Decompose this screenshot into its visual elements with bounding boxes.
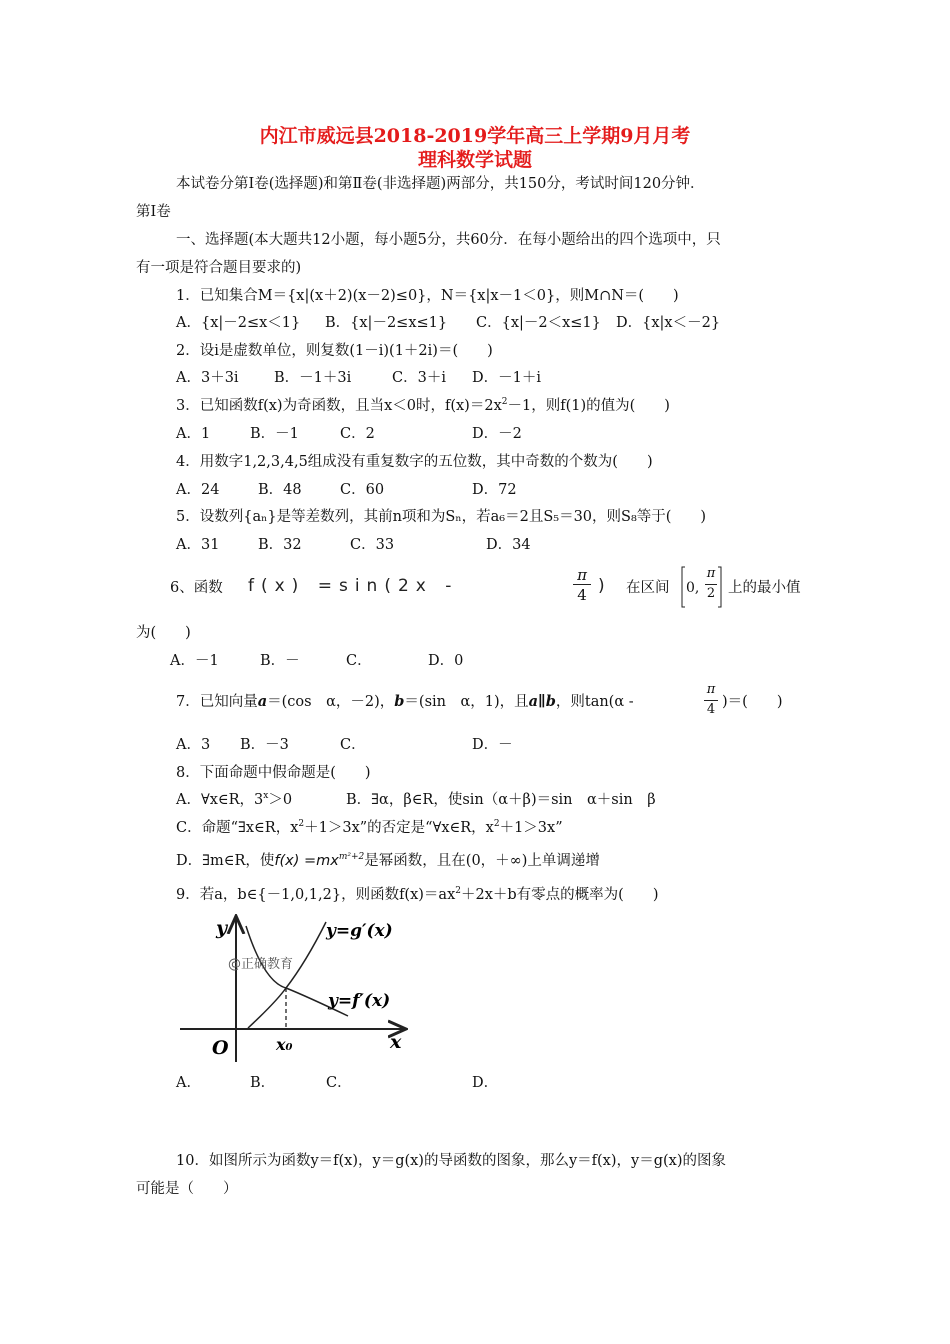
q8-c-post: ＋1＞3x” [499,820,563,836]
q9-stem-pre: 9．若a，b∈{－1,0,1,2}，则函数f(x)＝ax [176,887,456,903]
q8-d-post: 是幂函数，且在(0，＋∞)上单调递增 [364,853,600,869]
q7-mid2: ＝(sin α，1)，且 [404,694,529,710]
q6-pi: π [577,566,587,584]
q6-function: f(x) =sin(2x - [248,576,459,596]
section-heading-line1: 一、选择题(本大题共12小题，每小题5分，共60分．在每小题给出的四个选项中，只 [176,232,721,248]
origin-label: O [212,1037,229,1059]
y-axis-label: y [216,917,228,939]
q7-stem-pre: 7．已知向量 [176,694,258,710]
question-1-stem: 1．已知集合M＝{x|(x＋2)(x－2)≤0}，N＝{x|x－1＜0}，则M∩N＝( ) [176,288,679,304]
q5-option-a: A．31 [176,537,220,553]
q8-c-mid: ＋1＞3x”的否定是“∀x∈R，x [304,820,494,836]
q4-option-a: A．24 [176,482,220,498]
section-heading-line2: 有一项是符合题目要求的) [136,260,302,276]
q7-end: )＝( ) [722,694,783,710]
derivative-graph-figure [176,910,416,1066]
q7-option-c: C． [340,737,366,753]
question-8-stem: 8．下面命题中假命题是( ) [176,765,371,781]
question-2-stem: 2．设i是虚数单位，则复数(1－i)(1＋2i)＝( ) [176,343,493,359]
q7-mid1: ＝(cos α，－2)， [267,694,395,710]
q3-option-c: C．2 [340,426,375,442]
document-title: 内江市威远县2018-2019学年高三上学期9月月考 [259,125,691,147]
q7-pi: π [706,682,716,697]
q7-vector-b: b [394,693,405,710]
q1-option-d: D．{x|x＜－2} [616,315,721,331]
q7-parallel: a∥b [528,693,556,710]
q6-close-paren: ) [598,576,612,596]
question-10-stem-line2: 可能是（ ） [136,1181,238,1197]
q2-option-b: B．－1＋3i [274,370,352,386]
q8-a-pre: A．∀x∈R，3 [176,792,264,808]
q9-stem-post: ＋2x＋b有零点的概率为( ) [460,887,659,903]
q8-a-exponent: x [263,791,269,802]
watermark: @正确教育 [228,957,294,972]
q8-option-b: B．∃α，β∈R，使sin（α＋β)＝sin α＋sin β [346,792,656,808]
q8-d-func: f(x) =mx [274,853,339,869]
q7-vector-a: a [257,693,268,710]
q5-option-c: C．33 [350,537,395,553]
q8-option-c [176,818,563,838]
q2-option-d: D．－1＋i [472,370,541,386]
q8-c-pre: C．命题“∃x∈R，x [176,820,299,836]
q7-fraction-bar [704,700,718,701]
q7-option-b: B．－3 [240,737,289,753]
q9-option-b: B． [250,1075,276,1091]
q3-stem-pre: 3．已知函数f(x)为奇函数，且当x＜0时，f(x)＝2x [176,398,502,414]
q4-option-c: C．60 [340,482,385,498]
q6-interval-text: 在区间 [626,580,670,596]
q8-d-pre: D．∃m∈R，使 [176,853,275,869]
q4-option-b: B．48 [258,482,302,498]
q9-exponent: 2 [455,886,461,897]
q9-option-c: C． [326,1075,352,1091]
q6-four: 4 [577,586,587,604]
q7-option-d: D．－ [472,737,513,753]
q6-tail: 上的最小值 [728,580,801,596]
q3-option-a: A．1 [176,426,211,442]
q6-fraction-bar [573,584,591,585]
q2-option-a: A．3＋3i [176,370,239,386]
q7-four: 4 [706,702,716,717]
q6-option-d: D．0 [428,653,464,669]
q9-option-a: A． [176,1075,201,1091]
q6-option-b: B．－ [260,653,300,669]
q9-option-d: D． [472,1075,499,1091]
q1-option-c: C．{x|－2＜x≤1} [476,315,601,331]
q6-continuation: 为( ) [136,625,191,641]
question-5-stem: 5．设数列{aₙ}是等差数列，其前n项和为Sₙ，若a₆＝2且S₅＝30，则S₈等于( ) [176,509,707,525]
q3-option-d: D．－2 [472,426,522,442]
q5-option-b: B．32 [258,537,302,553]
q6-interval-fraction-bar [705,584,717,585]
part-heading: 第Ⅰ卷 [136,204,171,220]
g-prime-label: y=g′(x) [326,921,393,941]
q8-option-d [176,851,600,871]
q8-option-a [176,790,292,810]
x0-label: x₀ [276,1035,293,1054]
q8-a-post: ＞0 [268,792,293,808]
exam-instructions: 本试卷分第Ⅰ卷(选择题)和第Ⅱ卷(非选择题)两部分，共150分，考试时间120分钟． [176,176,705,192]
q6-lead: 6、函数 [170,580,223,596]
x-axis-label: x [390,1031,402,1053]
question-3-stem [176,396,670,416]
q6-interval-two: 2 [706,586,716,601]
q1-option-a: A．{x|－2≤x＜1} [176,315,301,331]
q2-option-c: C．3＋i [392,370,446,386]
q6-option-a: A．－1 [170,653,219,669]
f-prime-label: y=f′(x) [328,991,391,1011]
question-10-stem-line1: 10．如图所示为函数y＝f(x)，y＝g(x)的导函数的图象，那么y＝f(x)，y＝g(x)的图象 [176,1153,726,1169]
q8-c-exponent-1: 2 [298,819,305,830]
q7-mid3: ，则tan(α - [555,694,634,710]
question-7-stem [176,692,634,712]
q3-stem-post: －1，则f(1)的值为( ) [507,398,670,414]
q3-option-b: B．－1 [250,426,299,442]
document-subtitle: 理科数学试题 [417,149,532,171]
q6-interval-zero: 0, [686,580,700,596]
q8-d-exponent: m²+2 [338,852,365,863]
q7-option-a: A．3 [176,737,211,753]
q8-c-exponent-2: 2 [493,819,500,830]
q4-option-d: D．72 [472,482,517,498]
q6-interval-pi: π [706,566,716,581]
question-4-stem: 4．用数字1,2,3,4,5组成没有重复数字的五位数，其中奇数的个数为( ) [176,454,653,470]
q5-option-d: D．34 [486,537,531,553]
q3-exponent: 2 [501,397,508,408]
curve-g-prime [248,922,326,1028]
q1-option-b: B．{x|－2≤x≤1} [325,315,448,331]
q6-option-c: C． [346,653,372,669]
question-9-stem [176,885,658,905]
